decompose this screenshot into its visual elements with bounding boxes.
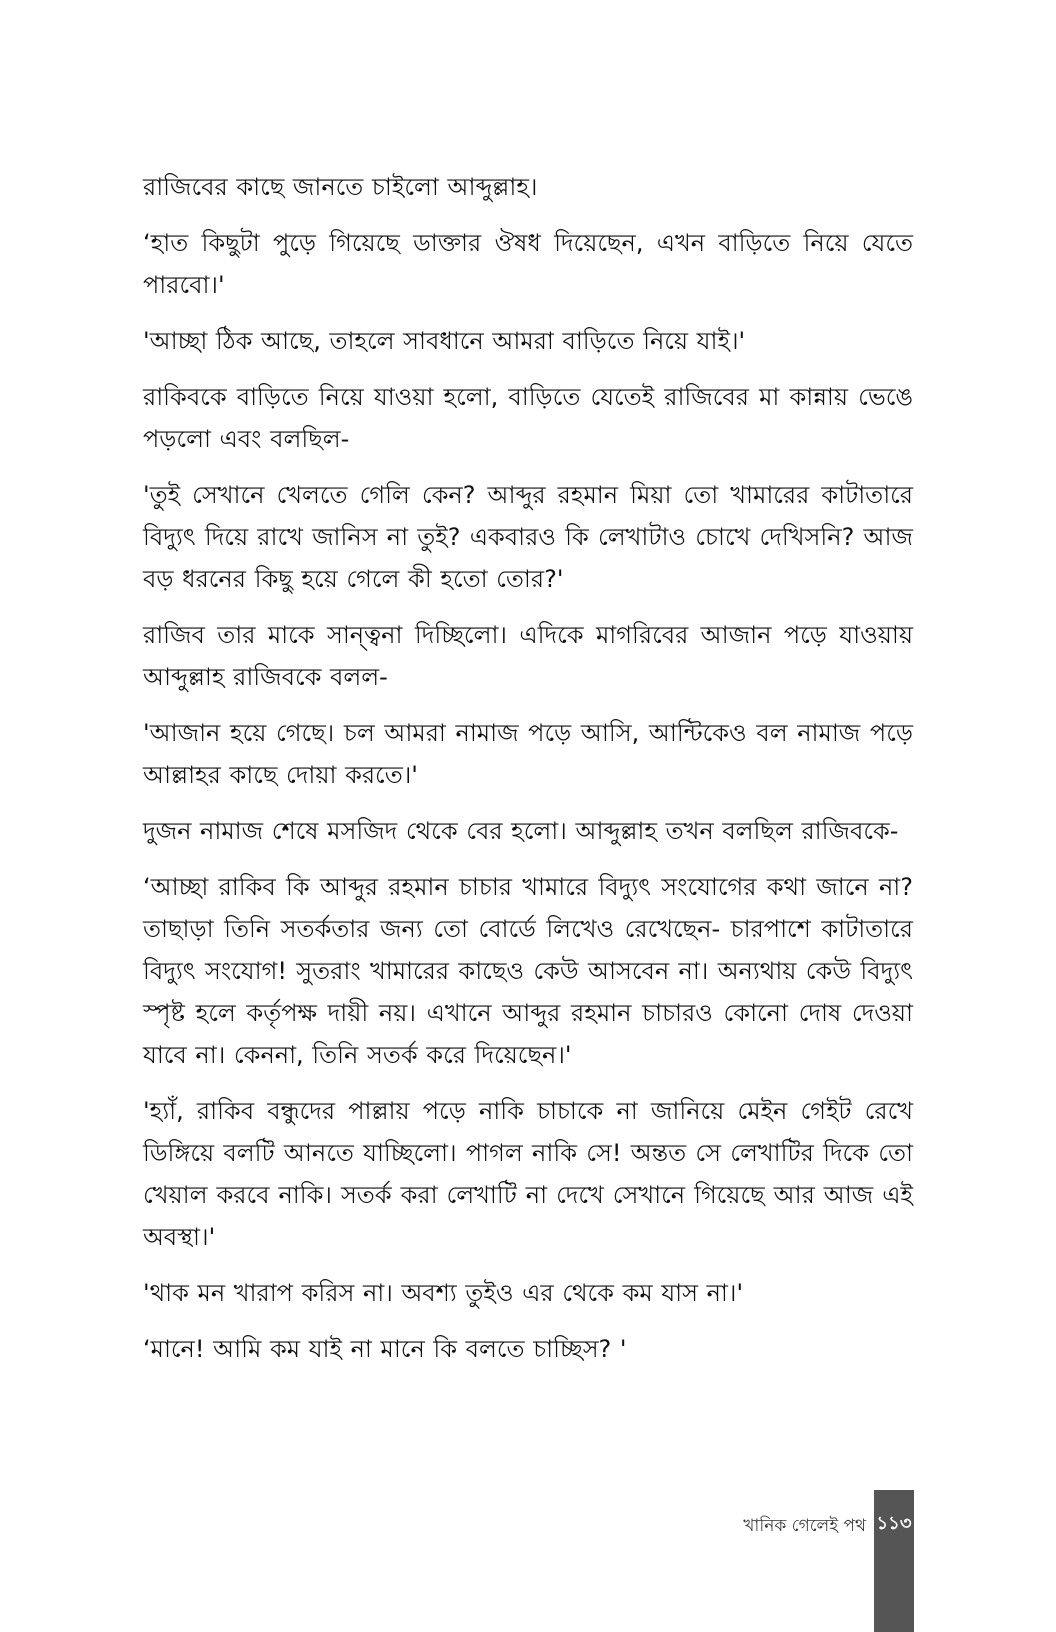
paragraph: 'আজান হয়ে গেছে। চল আমরা নামাজ পড়ে আসি, আন্টিকেও বল নামাজ পড়ে আল্লাহর কাছে দোয়া করতে।': [143, 719, 913, 789]
paragraph: 'থাক মন খারাপ করিস না। অবশ্য তুইও এর থেকে কম যাস না।': [143, 1279, 744, 1307]
paragraph: 'আচ্ছা ঠিক আছে, তাহলে সাবধানে আমরা বাড়িতে নিয়ে যাই।': [143, 327, 746, 355]
page-footer: [743, 1490, 1056, 1632]
paragraph: ‘মানে! আমি কম যাই না মানে কি বলতে চাচ্ছিস? ': [143, 1335, 627, 1363]
paragraph: 'তুই সেখানে খেলতে গেলি কেন? আব্দুর রহমান মিয়া তো খামারের কাটাতারে বিদ্যুৎ দিয়ে রাখে জানিস না তুই? একবারও কি লেখাটাও চোখে দেখিসনি? আজ বড় ধরনের কিছু হয়ে গেলে কী হতো তোর?': [143, 481, 913, 593]
paragraph: রাকিবকে বাড়িতে নিয়ে যাওয়া হলো, বাড়িতে যেতেই রাজিবের মা কান্নায় ভেঙে পড়লো এবং বলছিল-: [143, 383, 913, 453]
paragraph: রাজিবের কাছে জানতে চাইলো আব্দুল্লাহ।: [143, 173, 538, 201]
paragraph: 'হ্যাঁ, রাকিব বন্ধুদের পাল্লায় পড়ে নাকি চাচাকে না জানিয়ে মেইন গেইট রেখে ডিঙ্গিয়ে বলটি আনতে যাচ্ছিলো। পাগল নাকি সে! অন্তত সে লেখাটির দিকে তো খেয়াল করবে নাকি। সতর্ক করা লেখাটি না দেখে সেখানে গিয়েছে আর আজ এই অবস্থা।': [143, 1097, 913, 1251]
paragraph: ‘আচ্ছা রাকিব কি আব্দুর রহমান চাচার খামারে বিদ্যুৎ সংযোগের কথা জানে না? তাছাড়া তিনি সতর্কতার জন্য তো বোর্ডে লিখেও রেখেছেন- চারপাশে কাটাতারে বিদ্যুৎ সংযোগ! সুতরাং খামারের কাছেও কেউ আসবেন না। অন্যথায় কেউ বিদ্যুৎ স্পৃষ্ট হলে কর্তৃপক্ষ দায়ী নয়। এখানে আব্দুর রহমান চাচারও কোনো দোষ দেওয়া যাবে না। কেননা, তিনি সতর্ক করে দিয়েছেন।': [143, 873, 913, 1069]
paragraph: দুজন নামাজ শেষে মসজিদ থেকে বের হলো। আব্দুল্লাহ তখন বলছিল রাজিবকে-: [143, 817, 899, 845]
page-body: [143, 166, 913, 1384]
running-title: খানিক গেলেই পথ: [743, 1516, 866, 1536]
paragraph: রাজিব তার মাকে সান্ত্বনা দিচ্ছিলো। এদিকে মাগরিবের আজান পড়ে যাওয়ায় আব্দুল্লাহ রাজিবকে বলল-: [143, 621, 913, 691]
page-number: ১১৩: [876, 1513, 912, 1534]
paragraph: ‘হাত কিছুটা পুড়ে গিয়েছে ডাক্তার ঔষধ দিয়েছেন, এখন বাড়িতে নিয়ে যেতে পারবো।': [143, 229, 913, 299]
page-number-tab: [874, 1490, 914, 1632]
